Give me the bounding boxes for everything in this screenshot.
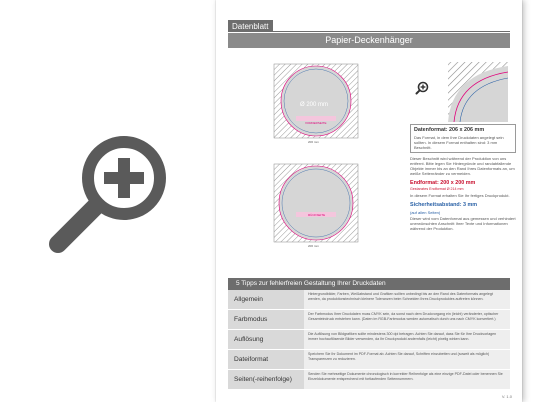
tip-key: Seiten(-reihenfolge) — [228, 370, 304, 389]
datasheet-tag: Datenblatt — [228, 20, 273, 32]
zoom-in-icon[interactable] — [414, 80, 430, 101]
diameter-label: Ø 200 mm — [300, 102, 329, 108]
endformat-note: Gestanztes Endformat Ø 214 mm — [410, 187, 464, 191]
table-row — [228, 310, 510, 330]
front-diagram — [272, 60, 364, 146]
tip-text: Die Auflösung von Bildgrafiken sollte mindestens 300 dpi betragen. Achten Sie darauf, dass Sie für Ihre Druckvorlagen immer hochauflösende Bilder verwenden, da Ihr Druckprodukt andernfalls (leicht) pixelig wirken kann. — [304, 330, 510, 349]
table-row — [228, 370, 510, 390]
tips-table — [228, 278, 510, 390]
width-dimension-bottom: 206 mm — [308, 244, 319, 248]
tip-key: Dateiformat — [228, 350, 304, 369]
corner-detail — [410, 60, 510, 122]
tip-text: Senden Sie mehrseitige Dokumente chronologisch in korrekter Reihenfolge als eine einzige PDF-Datei oder benennen Sie Einzeldokumente entsprechend mit fortlaufenden Seitennummern. — [304, 370, 510, 389]
width-dimension: 206 mm — [308, 140, 319, 144]
tip-text: Der Farbmodus Ihrer Druckdaten muss CMYK sein, da sonst nach dem Druckvorgang ein (leicht) veränderter, optischer Gesamteindruck entstehen kann. (Daten im RGB-Farbmodus werden automatisch durch uns nach CMYK konvertiert.) — [304, 310, 510, 329]
zoom-in-icon[interactable] — [44, 124, 174, 260]
safety-subtitle: (auf allen Seiten) — [410, 210, 441, 215]
dataformat-title: Datenformat: 206 x 206 mm — [414, 127, 485, 133]
front-badge: VORDERSEITE — [305, 121, 327, 125]
safety-title: Sicherheitsabstand: 3 mm — [410, 202, 478, 208]
endformat-title: Endformat: 200 x 200 mm — [410, 180, 476, 186]
datasheet-page — [216, 0, 522, 402]
beschnitt-text: Dieser Beschnitt wird während der Produktion von uns entfernt. Bitte legen Sie Hintergründe und randabfallende Objekte immer bis an den Rand Ihres Datenformats an, um weiße Seitenränder zu vermeiden. — [410, 156, 515, 176]
tip-key: Auflösung — [228, 330, 304, 349]
table-row — [228, 290, 510, 310]
back-badge: RÜCKSEITE — [308, 213, 326, 217]
tips-title: 5 Tipps zur fehlerfreien Gestaltung Ihrer Druckdaten — [228, 278, 510, 290]
tip-text: Hintergrundbilder, Farben, Weißabstand und Grafiken sollten unbedingt bis an den Rand des Datenformats angelegt werden, da produktionstechnisch kleinere Toleranzen beim Schneiden Ihres Druckproduktes auftreten können. — [304, 290, 510, 309]
endformat-text: In diesem Format erhalten Sie Ihr fertiges Druckprodukt. — [410, 193, 510, 198]
table-row — [228, 350, 510, 370]
dataformat-text: Das Format, in dem Ihre Druckdaten angelegt sein sollten. In diesem Format enthalten sind: 3 mm Beschnitt. — [414, 135, 504, 150]
tip-key: Allgemein — [228, 290, 304, 309]
header-rule — [228, 31, 510, 32]
dataformat-box — [410, 124, 516, 153]
format-info — [410, 124, 516, 231]
tip-key: Farbmodus — [228, 310, 304, 329]
back-diagram — [272, 160, 364, 250]
page-number: V. 1.0 — [501, 394, 512, 399]
table-row — [228, 330, 510, 350]
tip-text: Speichern Sie Ihr Dokument im PDF-Format ab. Achten Sie darauf, Schriften einzubetten und (soweit als möglich) Transparenzen zu reduzieren. — [304, 350, 510, 369]
page-title: Papier-Deckenhänger — [228, 33, 510, 48]
safety-text: Dieser wird vom Datenformat aus gemessen und verhindert unerwünschten Anschnitt Ihrer Texte und Informationen während der Produktion. — [410, 216, 516, 231]
